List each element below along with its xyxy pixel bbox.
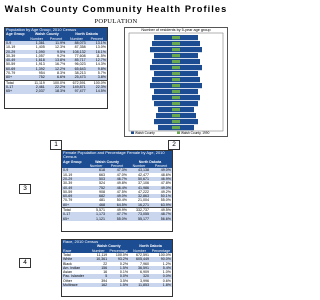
cell-wp: 93.2% [108, 257, 129, 261]
race-panel [61, 239, 173, 297]
col-number: Number [129, 249, 150, 253]
row-label: Multirace [62, 283, 88, 287]
cell-wn: 1,361 [27, 41, 45, 45]
legend-swatch [131, 132, 134, 135]
pyramid-bar-marker [172, 114, 180, 117]
cell-nn: 11,853 [129, 283, 150, 287]
section-number-3: 3 [19, 184, 31, 194]
col-percentage: Percentage [151, 248, 171, 253]
cell-nn: 96,023 [74, 62, 86, 67]
cell-np: 90.0% [150, 257, 172, 261]
section-number-4: 4 [19, 258, 31, 268]
cell-nn: 3,996 [139, 278, 149, 283]
cell-wn: 524 [98, 181, 105, 186]
cell-wn: 468 [86, 203, 106, 208]
cell-nn: 7,960 [139, 261, 149, 266]
cell-wn: 5 [88, 274, 108, 278]
cell-nn: 41,986 [128, 186, 150, 190]
cell-wn: 1,618 [27, 58, 45, 62]
cell-wn: 752 [86, 186, 106, 190]
cell-wn: 5,571 [86, 208, 106, 213]
col-percent: Percent [150, 164, 172, 168]
female-population-panel [61, 150, 173, 232]
cell-nn: 25,473 [66, 75, 86, 80]
row-label: White [62, 257, 88, 261]
cell-wp: 64.5% [106, 203, 128, 208]
cell-np: 49.0% [150, 186, 172, 190]
cell-wn: 10,361 [88, 257, 108, 261]
row-label: 80+ [5, 75, 27, 80]
col-walsh-county: Walsh County [27, 32, 66, 36]
page-subtitle: POPULATION [94, 18, 138, 25]
cell-wn: 16 [103, 270, 108, 275]
cell-nn: 605,449 [129, 257, 150, 261]
cell-wp: 18.3% [46, 89, 66, 93]
pyramid-bar-marker [172, 66, 180, 69]
pyramid-bar-marker [172, 96, 180, 99]
cell-np: 1.2% [162, 261, 171, 266]
cell-wn: 481 [98, 198, 105, 203]
row-label: 0-9 [62, 168, 86, 172]
pyramid-bar-marker [172, 78, 180, 81]
cell-wp: 100.0% [115, 253, 129, 257]
pyramid-bar-marker [172, 90, 180, 93]
row-label: 40-49 [5, 58, 27, 62]
cell-wp: 1.5% [108, 266, 129, 270]
row-label: 65+ [5, 89, 27, 93]
cell-wn: 908 [98, 189, 105, 194]
row-label: 20-29 [5, 50, 27, 54]
row-label: 40-49 [62, 186, 86, 190]
cell-nn: 320 [129, 274, 150, 278]
cell-wp: 47.5% [116, 189, 127, 194]
row-label: 70-79 [6, 71, 16, 76]
pyramid-bar-marker [172, 48, 180, 51]
cell-wn: 682 [86, 194, 106, 198]
cell-wp: 49.8% [116, 181, 127, 186]
cell-nn: 55,177 [128, 217, 150, 221]
cell-wp: 9.2% [56, 53, 66, 58]
cell-wn: 752 [27, 75, 45, 80]
cell-wn: 618 [86, 168, 106, 172]
cell-wn: 1,392 [27, 67, 45, 71]
cell-nn: 38,213 [74, 71, 86, 76]
age-pyramid-chart [124, 27, 228, 137]
cell-nn: 149,871 [66, 85, 86, 89]
row-label: 0-17 [62, 212, 86, 216]
cell-np: 3.8% [87, 75, 107, 80]
cell-wn: 663 [98, 172, 105, 177]
cell-nn: 47,222 [137, 189, 149, 194]
col-walsh-county: Walsh County [88, 244, 129, 248]
row-label: 60-69 [5, 67, 27, 71]
cell-wp: 16.7% [54, 62, 66, 67]
cell-wn: 1,173 [86, 212, 106, 216]
cell-nn: 65,643 [66, 67, 86, 71]
row-label: Total [5, 80, 27, 85]
row-label: Other [63, 278, 72, 283]
section-number-1: 1 [50, 140, 62, 150]
cell-wn: 954 [38, 71, 45, 76]
cell-wp: 12.2% [46, 67, 66, 71]
population-age-table [5, 32, 107, 93]
cell-nn: 36,591 [129, 266, 150, 270]
cell-wn: 1,090 [27, 50, 45, 54]
pyramid-bar-marker [172, 36, 180, 39]
cell-np: 22.3% [87, 85, 107, 89]
cell-np: 49.5% [150, 208, 172, 213]
row-label: 10-19 [63, 172, 73, 177]
table-row [5, 89, 107, 93]
cell-wp: 9.5% [46, 50, 66, 54]
cell-wn: 162 [88, 283, 108, 287]
cell-wp: 47.0% [116, 172, 127, 177]
pyramid-bar-marker [172, 108, 180, 111]
cell-np: 14.3% [95, 62, 106, 67]
col-number: Number [88, 249, 108, 253]
col-north-dakota: North Dakota [129, 244, 172, 248]
cell-nn: 672,591 [135, 253, 149, 257]
cell-nn: 97,477 [66, 89, 86, 93]
cell-wn: 394 [101, 278, 108, 283]
pyramid-svg [125, 32, 227, 135]
cell-wn: 503 [86, 177, 106, 181]
cell-wn: 156 [88, 266, 108, 270]
row-label: 80+ [62, 203, 86, 208]
pyramid-bar-marker [172, 60, 180, 63]
cell-wp: 55.0% [106, 217, 128, 221]
cell-nn: 37,106 [137, 181, 149, 186]
cell-wn: 11,119 [96, 253, 108, 257]
legend-swatch [177, 132, 180, 135]
cell-wp: 50.4% [116, 198, 127, 203]
col-number: Number [27, 37, 45, 41]
cell-nn: 50,671 [128, 177, 150, 181]
cell-wp: 0.2% [119, 261, 129, 266]
cell-wn: 1,405 [35, 45, 45, 50]
pyramid-bar-marker [172, 84, 180, 87]
cell-nn: 77,608 [74, 53, 86, 58]
row-label: Asian [63, 270, 72, 275]
cell-wp: 6.6% [46, 75, 66, 80]
cell-np: 100.0% [87, 80, 107, 85]
female-population-title: Female Population and Percentage Female by Age, 2010 Census [62, 151, 172, 160]
cell-nn: 332,737 [128, 208, 150, 213]
cell-np: 56.6% [150, 217, 172, 221]
race-rows [62, 253, 172, 287]
cell-np: 47.8% [160, 181, 171, 186]
row-label: 65+ [62, 217, 86, 221]
row-label: 60-69 [62, 194, 86, 198]
cell-nn: 108,132 [66, 50, 86, 54]
col-number: Number [66, 37, 86, 41]
cell-wn: 1,057 [35, 53, 45, 58]
cell-wp: 49.9% [106, 208, 128, 213]
cell-np: 48.7% [150, 212, 172, 216]
cell-np: 48.6% [160, 172, 171, 177]
cell-np: 12.7% [87, 58, 107, 62]
cell-np: 5.7% [97, 71, 106, 76]
row-label: 10-19 [6, 45, 16, 50]
cell-np: 100.0% [158, 253, 171, 257]
col-age-group: Age Group [62, 160, 86, 164]
cell-wp: 11.9% [46, 41, 66, 45]
row-label: Pac. Islander [62, 274, 88, 278]
cell-np: 9.8% [87, 67, 107, 71]
cell-wp: 100.0% [46, 80, 66, 85]
cell-np: 50.1% [150, 194, 172, 198]
pyramid-bar-marker [172, 102, 180, 105]
female-population-table [62, 160, 172, 221]
cell-nn: 85,717 [66, 58, 86, 62]
row-label: 20-29 [62, 177, 86, 181]
row-label: 70-79 [63, 198, 73, 203]
cell-np: 1.8% [150, 283, 172, 287]
cell-wp: 22.2% [46, 85, 66, 89]
cell-np: 49.2% [160, 189, 171, 194]
cell-wp: 47.7% [106, 212, 128, 216]
page-title: Walsh County Community Health Profiles [4, 4, 228, 14]
cell-np: 46.9% [150, 177, 172, 181]
cell-nn: 16,271 [128, 203, 150, 208]
pyramid-bar-marker [172, 72, 180, 75]
col-north-dakota: North Dakota [66, 32, 107, 36]
col-number: Number [86, 164, 106, 168]
cell-wn: 11,119 [27, 80, 45, 85]
cell-wn: 1,121 [86, 217, 106, 221]
cell-nn: 6,909 [139, 270, 149, 275]
cell-wn: 2,037 [27, 89, 45, 93]
row-label: Total [62, 208, 86, 213]
cell-wp: 3.5% [119, 278, 129, 283]
cell-wp: 46.4% [106, 186, 128, 190]
cell-wp: 0.0% [108, 274, 129, 278]
population-age-title: Population by Age Group, 2010 Census [5, 28, 107, 32]
col-percentage: Percentage [109, 248, 128, 253]
cell-nn: 73,055 [128, 212, 150, 216]
cell-np: 49.0% [150, 168, 172, 172]
race-title: Race, 2010 Census [62, 240, 172, 244]
cell-wp: 49.0% [106, 194, 128, 198]
col-percent: Percent [87, 37, 107, 41]
cell-wn: 2,461 [27, 85, 45, 89]
row-label: 0-17 [5, 85, 27, 89]
cell-wp: 13.8% [46, 58, 66, 62]
col-age-group: Age Group [5, 32, 27, 36]
cell-nn: 42,477 [137, 172, 149, 177]
cell-wn: 22 [103, 261, 108, 266]
race-table [62, 244, 172, 287]
table-row [62, 217, 172, 221]
cell-nn: 87,358 [74, 45, 86, 50]
row-label: 50-59 [6, 62, 16, 67]
row-label: 50-59 [63, 189, 73, 194]
col-number: Number [128, 164, 150, 168]
population-age-rows [5, 41, 107, 94]
cell-np: 0.0% [150, 274, 172, 278]
legend-label: Walsh County, 1990 [181, 131, 210, 136]
cell-np: 5.4% [150, 266, 172, 270]
cell-nn: 32,863 [128, 194, 150, 198]
pyramid-bar-marker [172, 120, 180, 123]
cell-np: 13.1% [87, 41, 107, 45]
col-percent: Percent [46, 37, 66, 41]
row-label: Total [63, 253, 71, 257]
row-label: 0-9 [5, 41, 27, 45]
cell-np: 1.0% [162, 270, 171, 275]
row-label: Am. Indian [62, 266, 88, 270]
cell-np: 13.0% [95, 45, 106, 50]
pyramid-title: Number of residents by 5-year age group [141, 28, 211, 32]
cell-wn: 1,913 [35, 62, 45, 67]
cell-nn: 21,004 [137, 198, 149, 203]
female-population-rows [62, 168, 172, 221]
cell-np: 14.5% [87, 89, 107, 93]
row-label: Black [63, 261, 72, 266]
cell-nn: 88,073 [66, 41, 86, 45]
col-walsh-county: Walsh County [86, 160, 128, 164]
col-north-dakota: North Dakota [128, 160, 172, 164]
cell-np: 63.9% [150, 203, 172, 208]
cell-nn: 43,138 [128, 168, 150, 172]
col-race: Race [62, 249, 88, 253]
cell-np: 55.0% [160, 198, 171, 203]
pyramid-bar-marker [172, 54, 180, 57]
population-age-panel [4, 27, 108, 109]
pyramid-bar-marker [172, 126, 180, 129]
pyramid-bar-marker [172, 42, 180, 45]
cell-wp: 12.3% [54, 45, 66, 50]
legend-label: Walsh County [135, 131, 155, 136]
cell-np: 16.1% [87, 50, 107, 54]
cell-wp: 47.3% [106, 168, 128, 172]
row-label: 30-39 [6, 53, 16, 58]
col-percent: Percent [106, 164, 128, 168]
section-number-2: 2 [168, 140, 180, 150]
cell-wp: 0.1% [119, 270, 129, 275]
cell-wp: 46.7% [106, 177, 128, 181]
cell-np: 0.6% [162, 278, 171, 283]
cell-np: 11.5% [96, 53, 106, 58]
cell-wp: 8.3% [56, 71, 66, 76]
cell-nn: 672,591 [66, 80, 86, 85]
row-label: 30-39 [63, 181, 73, 186]
table-row [62, 283, 172, 287]
cell-wp: 1.5% [108, 283, 129, 287]
